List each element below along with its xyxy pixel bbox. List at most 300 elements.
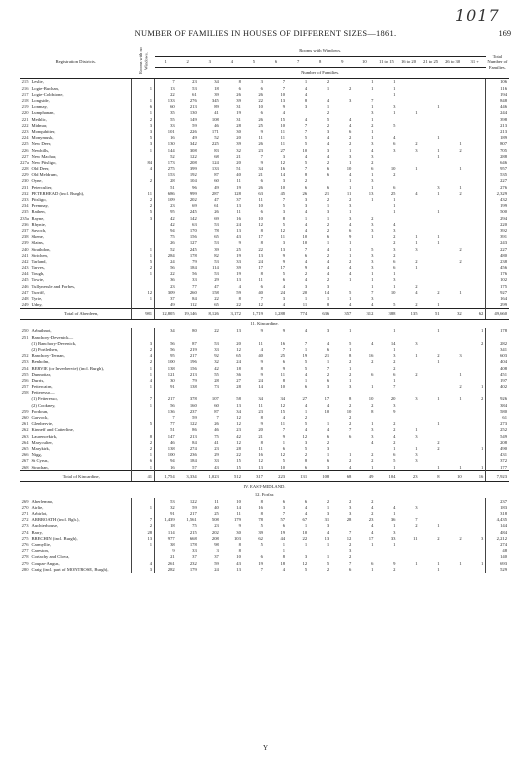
family-count-cell: 12 <box>236 346 241 352</box>
family-count-cell: 6 <box>393 371 396 377</box>
family-count-cell: 56 <box>192 271 197 277</box>
family-count-cell: 2 <box>415 302 418 308</box>
family-count-cell: 24 <box>258 258 263 264</box>
family-count-cell: 2 <box>415 141 418 147</box>
column-header: 9 <box>331 57 353 68</box>
family-count-cell: 2 <box>415 523 418 529</box>
family-count-cell: 3 <box>282 296 286 302</box>
family-count-cell: 17 <box>258 234 263 240</box>
family-count-cell: 287 <box>211 190 219 196</box>
row-number: 269 <box>21 498 29 504</box>
family-count-cell: 1 <box>415 240 418 246</box>
family-count-cell: 104 <box>375 471 397 482</box>
row-number: 262 <box>21 427 29 433</box>
family-count-cell: 23 <box>214 445 219 451</box>
family-count-cell: 4 <box>304 511 308 517</box>
family-count-cell: 13 <box>280 98 286 104</box>
no-window-cell: 2 <box>131 116 154 122</box>
family-count-cell: 100 <box>167 452 175 458</box>
family-count-cell: 1 <box>393 464 396 470</box>
section-heading-row <box>20 319 509 328</box>
district-name: New Machar, <box>31 153 132 159</box>
row-number: 218 <box>21 98 29 104</box>
row-number: 268 <box>21 464 29 470</box>
family-count-cell: 10 <box>280 122 286 128</box>
family-count-cell: 7 <box>282 79 286 85</box>
family-count-cell: 53 <box>170 498 175 504</box>
family-count-cell: 184 <box>189 458 197 464</box>
family-count-cell: 3 <box>304 197 308 203</box>
family-count-cell: 309 <box>167 289 175 295</box>
family-count-cell: 65 <box>214 302 219 308</box>
family-count-cell: 10 <box>346 408 352 414</box>
family-count-cell: 44 <box>280 535 286 541</box>
family-count-cell: 53 <box>192 85 197 91</box>
family-count-cell: 3 <box>371 110 374 116</box>
district-name: Total of Aberdeen, <box>31 308 132 319</box>
district-name: Rathen, <box>31 209 132 215</box>
family-count-cell: 91 <box>170 511 175 517</box>
family-count-cell: 2 <box>393 427 396 433</box>
family-count-cell: 4 <box>393 221 396 227</box>
family-count-cell: 39 <box>214 91 219 97</box>
family-count-cell: 24 <box>236 221 241 227</box>
family-count-cell: 49 <box>170 302 175 308</box>
district-name: Arbuthnot, <box>31 328 132 334</box>
total-families-cell: 288 <box>486 153 509 159</box>
row-number: 225 <box>21 141 29 147</box>
family-count-cell: 12 <box>258 221 263 227</box>
family-count-cell: 149 <box>189 116 197 122</box>
family-count-cell: 86 <box>192 427 197 433</box>
no-window-cell: 3 <box>131 340 154 346</box>
total-families-cell: 116 <box>486 85 509 91</box>
family-count-cell: 58 <box>236 396 241 402</box>
family-count-cell: 84 <box>192 296 197 302</box>
family-count-cell: 5 <box>282 458 286 464</box>
family-count-cell: 158 <box>211 289 219 295</box>
total-families-cell: 404 <box>486 359 509 365</box>
family-count-cell: 10 <box>324 408 330 414</box>
district-name: Monquhitter, <box>31 129 132 135</box>
family-count-cell: 2 <box>326 79 330 85</box>
family-count-cell: 22 <box>258 98 263 104</box>
family-count-cell: 61 <box>214 203 219 209</box>
district-name: Fettercairn, <box>31 384 132 390</box>
page-number: 169 <box>498 29 511 38</box>
family-count-cell: 1,754 <box>155 471 177 482</box>
district-name: Marykirk, <box>31 446 132 452</box>
family-count-cell: 9 <box>348 234 352 240</box>
family-count-cell: 1 <box>393 110 396 116</box>
family-count-cell: 9 <box>282 258 286 264</box>
family-count-cell: 4 <box>304 221 308 227</box>
family-count-cell: 1 <box>459 371 462 377</box>
no-window-cell: 6 <box>131 104 154 110</box>
no-window-cell: 2 <box>131 178 154 184</box>
family-count-cell: 3 <box>371 141 374 147</box>
family-count-cell: 79 <box>192 258 197 264</box>
row-number: 236 <box>21 221 29 227</box>
family-count-cell: 232 <box>189 560 197 566</box>
family-count-cell: 6 <box>393 452 396 458</box>
family-count-cell: 1 <box>437 104 440 110</box>
row-number: 216 <box>21 85 29 91</box>
family-count-cell: 5 <box>282 221 286 227</box>
family-count-cell: 24 <box>170 258 175 264</box>
family-count-cell: 1 <box>415 265 418 271</box>
total-families-cell: 484 <box>486 529 509 535</box>
family-count-cell: 5 <box>304 566 308 572</box>
family-count-cell: 1 <box>393 283 396 289</box>
family-count-cell: 33 <box>192 277 197 283</box>
family-count-cell: 5 <box>348 289 352 295</box>
family-count-cell <box>331 79 353 86</box>
family-count-cell: 12 <box>258 302 263 308</box>
family-count-cell: 33 <box>170 122 175 128</box>
row-number: 264 <box>21 439 29 445</box>
no-window-cell: 2 <box>131 523 154 529</box>
family-count-cell: 2 <box>326 227 330 233</box>
family-count-cell: 3 <box>437 184 440 190</box>
family-count-cell: 20 <box>258 427 263 433</box>
family-count-cell: 16 <box>280 340 286 346</box>
family-count-cell: 75 <box>170 234 175 240</box>
family-count-cell: 11 <box>236 178 241 184</box>
family-count-cell: 60 <box>214 178 219 184</box>
family-count-cell: 3 <box>393 529 396 535</box>
family-count-cell: 2 <box>348 141 352 147</box>
family-count-cell: 1 <box>348 147 352 153</box>
no-window-cell: 2 <box>131 446 154 452</box>
family-count-cell: 6 <box>348 128 352 134</box>
family-count-cell: 7 <box>348 560 352 566</box>
family-count-cell: 62 <box>258 535 263 541</box>
total-families-cell: 227 <box>486 178 509 184</box>
family-count-cell: 5 <box>371 246 374 252</box>
no-window-cell: 5 <box>131 209 154 215</box>
family-count-cell: 5 <box>260 542 263 548</box>
family-count-cell: 1 <box>282 542 286 548</box>
family-count-cell: 38 <box>170 542 175 548</box>
family-count-cell: 6 <box>326 234 330 240</box>
family-count-cell: 133 <box>167 98 175 104</box>
family-count-cell: 23 <box>258 408 263 414</box>
family-count-cell: 20 <box>236 159 241 165</box>
family-count-cell: 13 <box>170 85 175 91</box>
family-count-cell: 15 <box>280 116 286 122</box>
family-count-cell: 8 <box>282 377 286 383</box>
family-count-cell: 8 <box>238 548 241 554</box>
district-name: PETERHEAD (incl. Burgh), <box>31 190 132 196</box>
family-count-cell: 26 <box>170 240 175 246</box>
family-count-cell: 8 <box>420 471 442 482</box>
total-families-cell: 282 <box>486 340 509 346</box>
family-count-cell: 2 <box>326 566 330 572</box>
family-count-cell: 1 <box>415 560 418 566</box>
family-count-cell: 977 <box>167 535 175 541</box>
family-count-cell: 2 <box>459 258 462 264</box>
family-count-cell: 47 <box>214 197 219 203</box>
family-count-cell: 10 <box>390 289 396 295</box>
family-count-cell: 2 <box>459 384 462 390</box>
family-count-cell: 2 <box>480 396 484 402</box>
family-count-cell: 40 <box>236 172 241 178</box>
total-families-cell: 238 <box>486 258 509 264</box>
family-count-cell: 59 <box>236 289 241 295</box>
district-name: (1) Banchory-Devenick, <box>31 340 132 346</box>
family-count-cell: 28 <box>346 517 352 523</box>
family-count-cell: 2 <box>371 359 374 365</box>
family-count-cell: 217 <box>189 511 197 517</box>
family-count-cell: 19 <box>236 252 241 258</box>
total-families-header: Total Number of Families. <box>486 46 509 79</box>
family-count-cell: 3 <box>393 353 396 359</box>
family-count-cell: 1 <box>348 377 352 383</box>
family-count-cell: 87 <box>214 408 219 414</box>
family-count-cell: 4 <box>393 433 396 439</box>
family-count-cell: 73 <box>214 384 219 390</box>
row-number: 260 <box>21 415 29 421</box>
family-count-cell: 56 <box>170 402 175 408</box>
row-number: 245 <box>21 277 29 283</box>
family-count-cell: 130 <box>189 110 197 116</box>
family-count-cell: 1 <box>459 184 462 190</box>
total-families-cell: 276 <box>486 184 509 190</box>
family-count-cell: 6 <box>371 560 374 566</box>
family-count-cell: 1 <box>371 85 374 91</box>
family-count-cell: 6 <box>282 523 286 529</box>
total-families-cell: 244 <box>486 110 509 116</box>
family-count-cell: 3 <box>415 433 418 439</box>
family-count-cell: 3 <box>415 147 418 153</box>
family-count-cell: 138 <box>167 445 175 451</box>
family-count-cell: 6 <box>260 110 263 116</box>
family-count-cell: 45 <box>280 190 286 196</box>
no-window-cell: 1 <box>131 110 154 116</box>
family-count-cell: 1 <box>437 135 440 141</box>
total-families-cell: 177 <box>486 464 509 471</box>
family-count-cell: 4 <box>304 116 308 122</box>
row-number: 227 <box>21 153 29 159</box>
no-window-cell: 3 <box>131 141 154 147</box>
district-name: Savoch, <box>31 228 132 234</box>
family-count-cell: 3 <box>326 147 330 153</box>
family-count-cell: 1 <box>348 246 352 252</box>
family-count-cell: 1 <box>437 328 440 334</box>
family-count-cell: 12 <box>280 452 286 458</box>
row-number: 231 <box>21 184 29 190</box>
row-number: 241 <box>21 252 29 258</box>
family-count-cell: 17 <box>280 265 286 271</box>
family-count-cell: 49 <box>192 135 197 141</box>
row-number: 276 <box>21 542 29 548</box>
family-count-cell: 9 <box>282 328 286 334</box>
family-count-cell: 16 <box>258 504 263 510</box>
family-count-cell: 8 <box>260 240 263 246</box>
family-count-cell: 1 <box>348 252 352 258</box>
family-count-cell: 22 <box>302 535 308 541</box>
family-count-cell: 9 <box>260 159 263 165</box>
family-count-cell: 213 <box>189 104 197 110</box>
family-count-cell: 3 <box>282 504 286 510</box>
family-count-cell: 25 <box>214 511 219 517</box>
district-name: Fordoun, <box>31 408 132 414</box>
family-count-cell: 55 <box>214 371 219 377</box>
family-count-cell: 4 <box>304 427 308 433</box>
row-number: 274 <box>21 529 29 535</box>
family-count-cell: 1 <box>304 215 308 221</box>
district-name: (1) Fetteresso, <box>31 396 132 402</box>
row-number: 234 <box>21 203 29 209</box>
family-count-cell: 26 <box>258 91 263 97</box>
family-count-cell: 17 <box>324 396 330 402</box>
family-count-cell: 170 <box>189 227 197 233</box>
family-count-cell: 1 <box>393 203 396 209</box>
family-count-cell: 6 <box>326 346 330 352</box>
row-number: 221 <box>21 116 29 122</box>
family-count-cell: 1 <box>393 377 396 383</box>
family-count-cell: 6 <box>393 258 396 264</box>
family-count-cell: 27 <box>236 377 241 383</box>
family-count-cell: 11 <box>280 421 286 427</box>
number-of-families-header: Number of Families. <box>155 68 486 79</box>
family-count-cell: 1 <box>480 328 484 334</box>
family-count-cell: 1 <box>326 203 330 209</box>
family-count-cell: 3 <box>393 277 396 283</box>
handwritten-page-number: 1017 <box>455 6 500 25</box>
total-families-cell: 398 <box>486 116 509 122</box>
family-count-cell: 2 <box>371 402 374 408</box>
family-count-cell: 12 <box>302 560 308 566</box>
family-count-cell: 2 <box>304 415 308 421</box>
row-number: 250 <box>21 328 29 334</box>
family-count-cell: 4 <box>326 135 330 141</box>
family-count-cell: 9 <box>282 252 286 258</box>
family-count-cell: 1,439 <box>164 517 175 523</box>
family-count-cell: 4 <box>348 116 352 122</box>
family-count-cell: 95 <box>170 209 175 215</box>
family-count-cell: 1 <box>459 560 462 566</box>
family-count-cell: 11 <box>236 511 241 517</box>
family-count-cell: 68 <box>331 471 353 482</box>
family-count-cell: 6 <box>238 85 241 91</box>
no-window-cell: 12 <box>131 289 154 295</box>
family-count-cell: 24 <box>280 289 286 295</box>
no-window-cell: 1 <box>131 246 154 252</box>
family-count-cell: 26 <box>258 141 263 147</box>
district-name: Old Deer, <box>31 166 132 172</box>
family-count-cell: 109 <box>167 197 175 203</box>
no-window-cell: 981 <box>131 308 154 319</box>
family-count-cell: 6 <box>326 184 330 190</box>
total-families-cell: 432 <box>486 197 509 203</box>
family-count-cell: 1 <box>437 209 440 215</box>
no-window-cell: 1 <box>131 542 154 548</box>
family-count-cell: 14 <box>390 340 396 346</box>
family-count-cell: 3 <box>304 203 308 209</box>
family-count-cell: 2 <box>393 421 396 427</box>
family-count-cell: 2 <box>393 234 396 240</box>
family-count-cell: 23 <box>192 79 197 85</box>
family-count-cell: 2 <box>348 554 352 560</box>
family-count-cell: 1 <box>371 172 374 178</box>
family-count-cell: 261 <box>167 560 175 566</box>
no-window-cell: 1 <box>131 464 154 471</box>
family-count-cell: 10 <box>302 240 308 246</box>
family-count-cell: 2 <box>459 147 462 153</box>
family-count-cell: 114 <box>212 265 219 271</box>
family-count-cell: 160 <box>189 402 197 408</box>
family-count-cell: 6 <box>260 283 263 289</box>
family-count-cell: 26 <box>214 421 219 427</box>
family-count-cell: 1 <box>348 178 352 184</box>
family-count-cell: 122 <box>189 153 197 159</box>
family-count-cell: 13 <box>258 464 263 470</box>
family-count-cell: 36 <box>236 371 241 377</box>
family-count-cell: 1 <box>326 554 330 560</box>
family-count-cell: 1 <box>371 542 374 548</box>
family-count-cell: 41 <box>214 439 219 445</box>
total-families-cell: 178 <box>486 328 509 334</box>
district-name: Cortachy and Clova, <box>31 554 132 560</box>
family-count-cell: 32 <box>170 504 175 510</box>
family-count-cell: 5 <box>393 458 396 464</box>
total-families-cell: 294 <box>486 215 509 221</box>
family-count-cell: 3 <box>326 384 330 390</box>
family-count-cell: 16 <box>280 166 286 172</box>
row-number: 230 <box>21 178 29 184</box>
family-count-cell: 2 <box>393 252 396 258</box>
family-count-cell: 4 <box>304 209 308 215</box>
total-families-cell: 106 <box>486 79 509 86</box>
total-families-cell: 341 <box>486 347 509 353</box>
district-name: Fetteresso— <box>31 390 132 396</box>
family-count-cell: 9 <box>260 359 263 365</box>
family-count-cell: 1 <box>393 445 396 451</box>
family-count-cell: 4 <box>282 302 286 308</box>
family-count-cell: 57 <box>192 464 197 470</box>
family-count-cell: 59 <box>192 122 197 128</box>
family-count-cell: 53 <box>214 340 219 346</box>
family-count-cell: 226 <box>189 128 197 134</box>
family-count-cell: 3 <box>304 439 308 445</box>
district-name: Careston, <box>31 548 132 554</box>
row-number: 246 <box>21 283 29 289</box>
district-name: Turriff, <box>31 289 132 295</box>
family-count-cell: 20 <box>236 340 241 346</box>
family-count-cell: 4 <box>326 153 330 159</box>
family-count-cell: 179 <box>234 517 241 523</box>
family-count-cell: 82 <box>214 252 219 258</box>
family-count-cell: 2 <box>437 439 440 445</box>
family-count-cell: 4 <box>304 85 308 91</box>
family-count-cell: 3 <box>371 427 374 433</box>
family-count-cell: 3 <box>282 209 286 215</box>
family-count-cell: 23 <box>236 427 241 433</box>
total-families-cell: 431 <box>486 452 509 458</box>
family-count-cell: 77 <box>170 421 175 427</box>
family-count-cell: 31 <box>236 104 241 110</box>
family-count-cell: 98 <box>214 542 219 548</box>
family-count-cell: 11 <box>258 402 263 408</box>
page-title: NUMBER OF FAMILIES IN HOUSES OF DIFFERENT SIZES—1861. <box>134 29 397 38</box>
family-count-cell: 63 <box>258 190 263 196</box>
district-name: BERVIE (or Inverbervie) (incl. Burgh), <box>31 365 132 371</box>
family-count-cell: 1 <box>415 353 418 359</box>
family-count-cell: 1 <box>415 427 418 433</box>
family-count-cell: 1 <box>326 452 330 458</box>
